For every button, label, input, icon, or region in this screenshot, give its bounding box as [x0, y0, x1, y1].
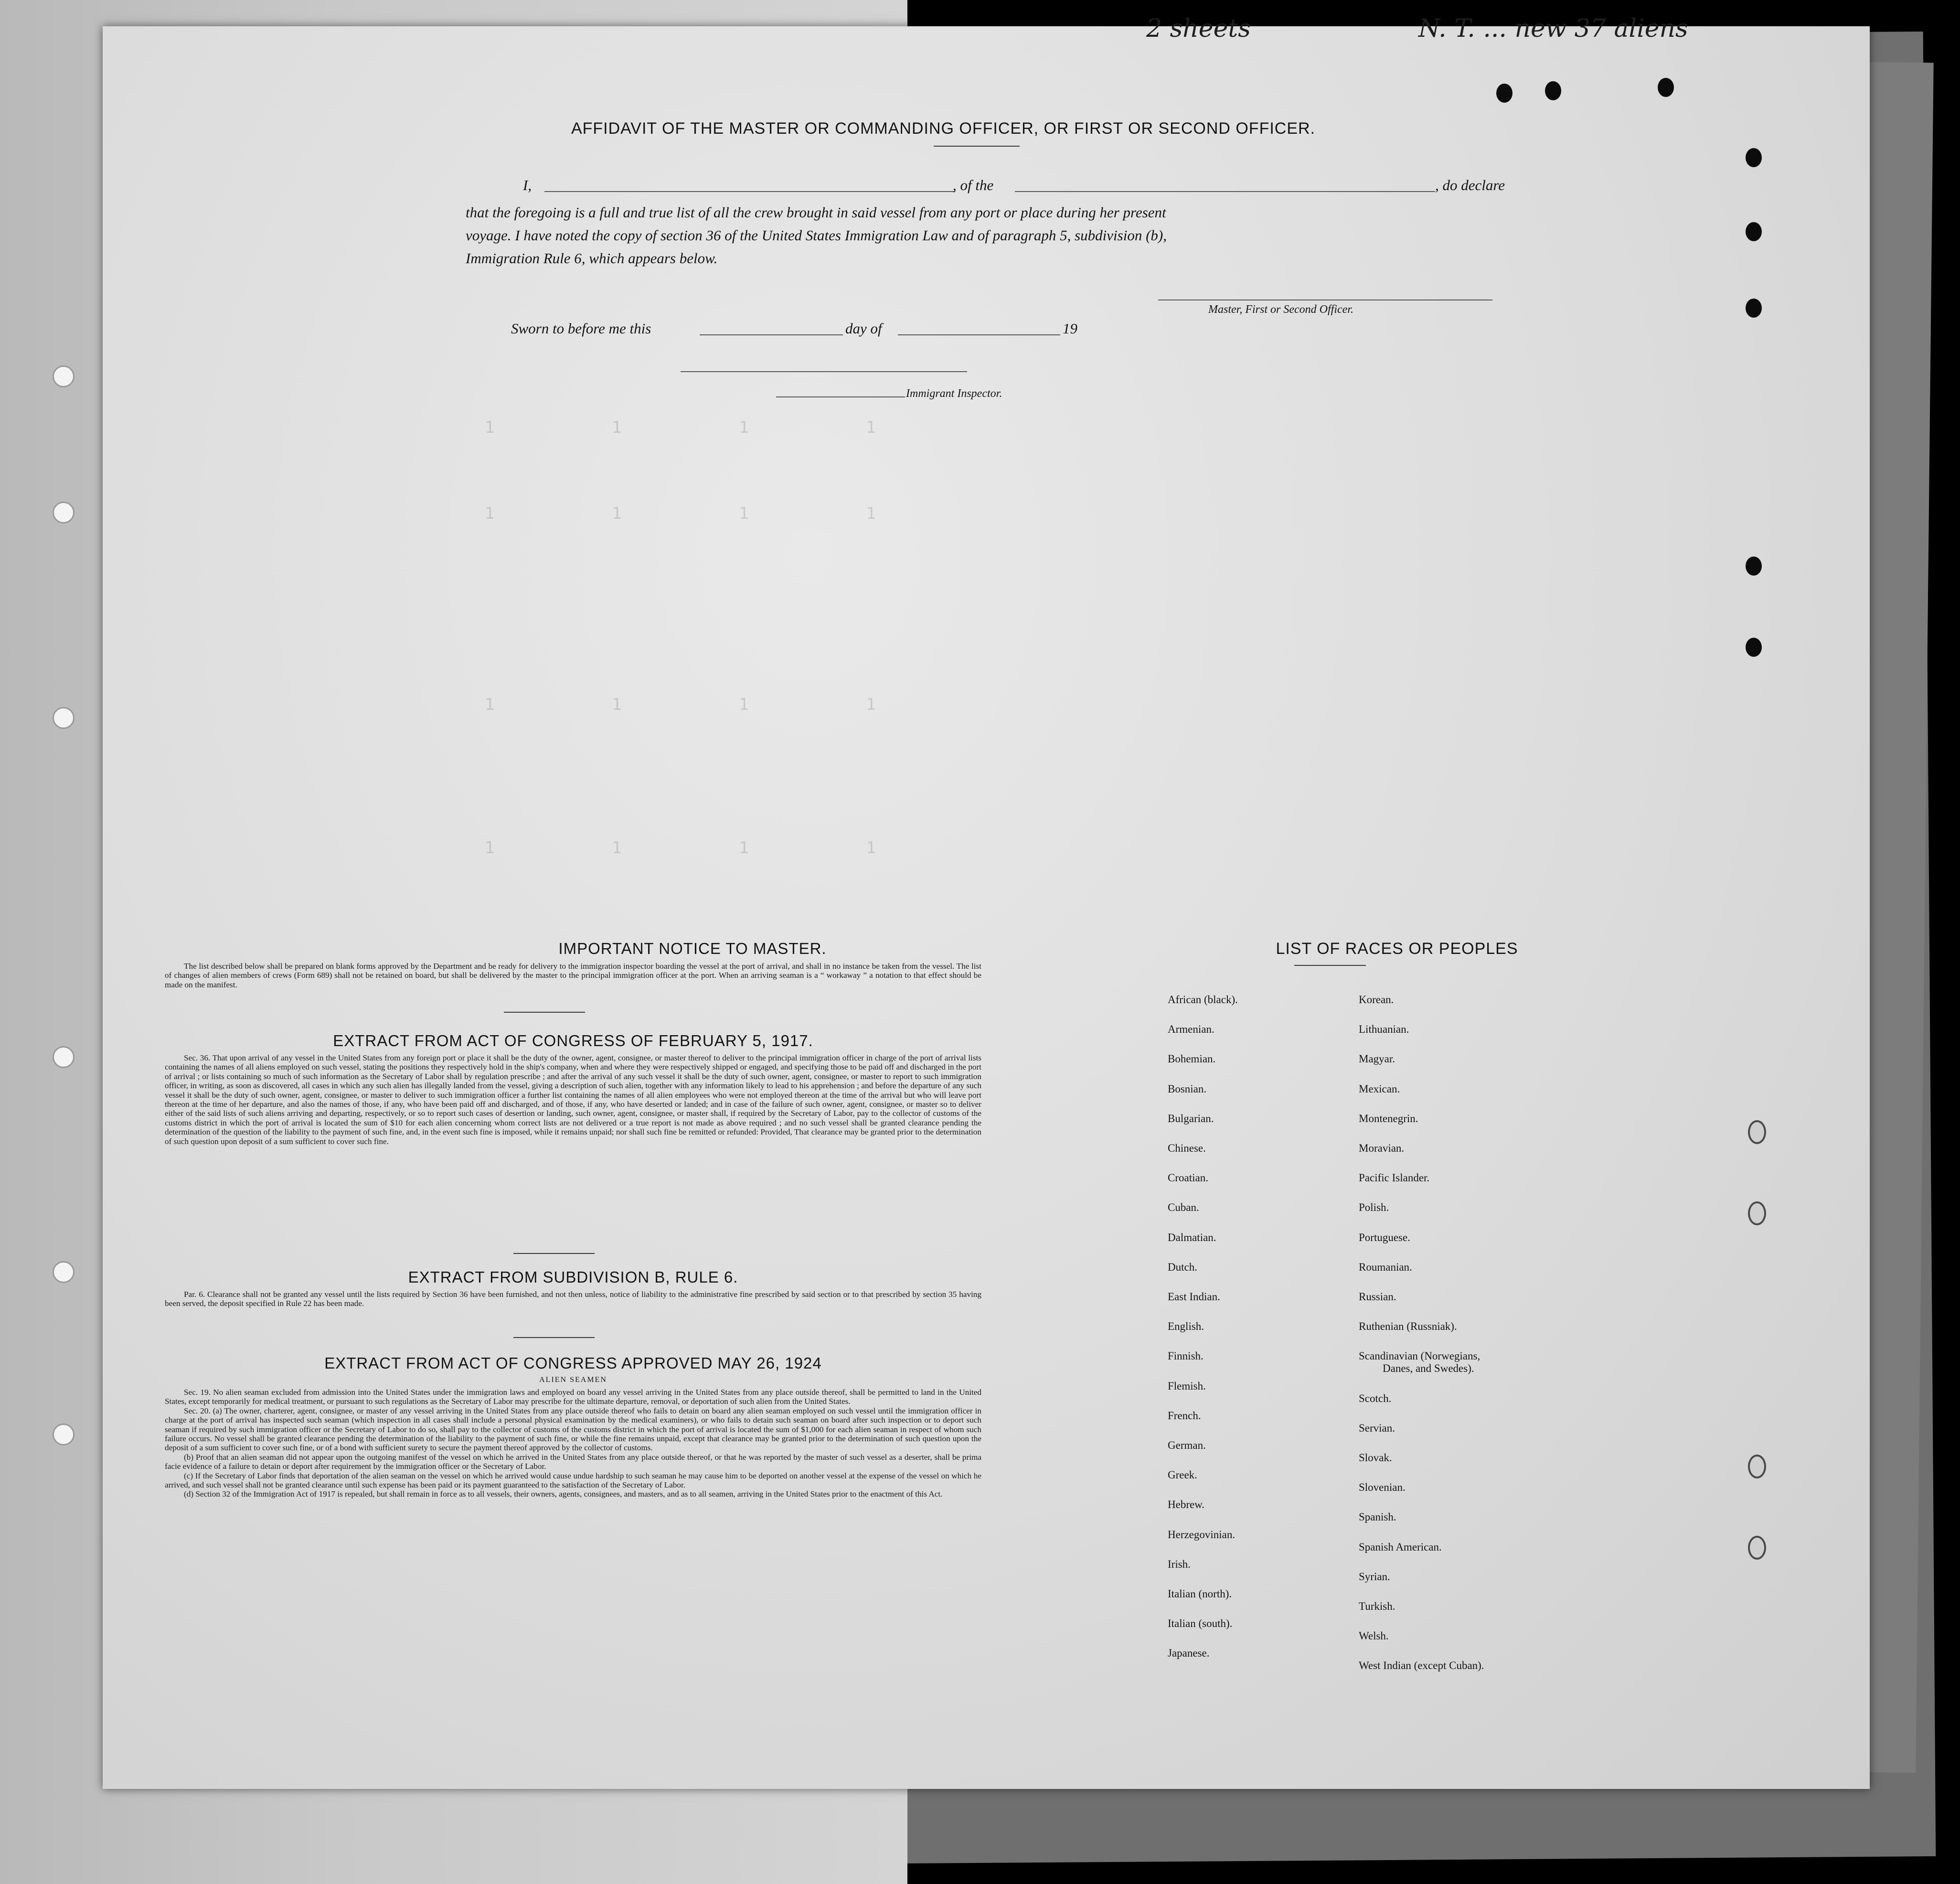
punch-hole	[1746, 638, 1762, 657]
declaration-declare: , do declare	[1435, 177, 1505, 193]
binder-ring	[1748, 1455, 1766, 1478]
punch-hole	[1545, 81, 1561, 100]
race-item: Scandinavian (Norwegians,	[1359, 1350, 1481, 1362]
race-item: Servian.	[1359, 1422, 1395, 1434]
race-item: West Indian (except Cuban).	[1359, 1659, 1484, 1672]
extract-1924-text	[165, 1388, 981, 1499]
race-item: Magyar.	[1359, 1053, 1395, 1065]
race-item: French.	[1168, 1409, 1201, 1422]
extract-1924-paragraph: (b) Proof that an alien seaman did not appear upon the outgoing manifest of the vessel on which he arrived in the United States from any place outside thereof, or that he was reported by the master of such vessel as a deserter, shall be prima facie evidence of a failure to detain or deport after requirement by the immigration officer or the Secretary of Labor.	[165, 1452, 981, 1471]
race-item: Dalmatian.	[1168, 1231, 1216, 1243]
notice-paragraph: The list described below shall be prepared on blank forms approved by the Department and be ready for delivery to the immigration inspector boarding the vessel at the port of arrival, and shall in no instance be taken from the vessel. The list of changes of alien members of crews (Form 689) shall not be retained on board, but shall be delivered by the master to the principal immigration officer at the port. When an arriving seaman is a “ workaway ” a notation to that effect should be made on the manifest.	[165, 962, 981, 989]
race-item: Croatian.	[1168, 1172, 1208, 1184]
officer-label: Master, First or Second Officer.	[1208, 303, 1353, 316]
section-rule	[1294, 965, 1366, 966]
race-item: Syrian.	[1359, 1570, 1390, 1583]
race-item: Hebrew.	[1168, 1499, 1205, 1511]
punch-hole	[1746, 557, 1762, 576]
name-blank	[544, 191, 955, 192]
extract-1924-paragraph: (c) If the Secretary of Labor finds that deportation of the alien seaman on the vessel on which he arrived would cause undue hardship to such seaman he may cause him to be deported on another vessel at the expense of the vessel on which he arrived, and such vessel shall not be granted clearance until such expense has been paid or its payment guaranteed to the satisfaction of the Secretary of Labor.	[165, 1471, 981, 1490]
race-item: Mexican.	[1359, 1082, 1400, 1095]
day-of-label: day of	[845, 320, 882, 337]
punch-hole	[1746, 222, 1762, 241]
extract-1917-text	[165, 1053, 981, 1146]
punch-hole	[1746, 299, 1762, 318]
punch-hole	[1658, 78, 1674, 97]
races-title: LIST OF RACES OR PEOPLES	[1276, 940, 1518, 958]
notice-text	[165, 962, 981, 989]
extract-1924-paragraph: Sec. 19. No alien seaman excluded from admission into the United States under the immigration laws and employed on board any vessel arriving in the United States from any place outside thereof, shall be permitted to land in the United States, except temporarily for medical treatment, or pursuant to such regulations as the Secretary of Labor may prescribe for the ultimate departure, removal, or deportation of such alien from the United States.	[165, 1388, 981, 1406]
race-item: Irish.	[1168, 1558, 1191, 1570]
race-item: Flemish.	[1168, 1380, 1206, 1392]
race-item: Polish.	[1359, 1201, 1389, 1214]
binder-ring	[1748, 1536, 1766, 1560]
binder-hole	[53, 1424, 75, 1445]
race-item: Pacific Islander.	[1359, 1172, 1430, 1184]
inspector-label: Immigrant Inspector.	[906, 387, 1002, 400]
race-item: Lithuanian.	[1359, 1023, 1409, 1036]
extract-1924-title: EXTRACT FROM ACT OF CONGRESS APPROVED MAY 26, 1924	[324, 1354, 822, 1372]
race-item: East Indian.	[1168, 1291, 1220, 1303]
race-item: Italian (south).	[1168, 1617, 1233, 1630]
notice-title: IMPORTANT NOTICE TO MASTER.	[558, 940, 827, 957]
binder-hole	[53, 502, 75, 524]
affidavit-title: AFFIDAVIT OF THE MASTER OR COMMANDING OFFICER, OR FIRST OR SECOND OFFICER.	[571, 119, 1316, 138]
extract-rule6-text	[165, 1290, 981, 1308]
handwritten-note: N. T. ... new 37 aliens	[1418, 14, 1688, 43]
year-label: 19	[1063, 320, 1077, 337]
binder-hole	[53, 1046, 75, 1068]
section-rule	[504, 1012, 585, 1013]
race-item-continuation: Danes, and Swedes).	[1383, 1362, 1474, 1375]
race-item: Slovenian.	[1359, 1481, 1406, 1494]
race-item: Japanese.	[1168, 1647, 1210, 1659]
race-item: Spanish.	[1359, 1511, 1396, 1523]
race-item: Moravian.	[1359, 1142, 1405, 1154]
race-item: Greek.	[1168, 1469, 1197, 1481]
race-item: Bulgarian.	[1168, 1112, 1214, 1124]
race-item: German.	[1168, 1439, 1206, 1451]
declaration-i: I,	[523, 177, 532, 193]
punch-hole	[1746, 148, 1762, 167]
race-item: Armenian.	[1168, 1023, 1214, 1036]
race-item: Welsh.	[1359, 1630, 1389, 1642]
inspector-blank	[776, 396, 905, 397]
month-blank	[898, 334, 1060, 335]
declaration-line-2: that the foregoing is a full and true list of all the crew brought in said vessel from any port or place during her present	[466, 204, 1166, 221]
extract-1917-paragraph: Sec. 36. That upon arrival of any vessel in the United States from any foreign port or place it shall be the duty of the owner, agent, consignee, or master thereof to deliver to the principal immigration officer in charge of the port of arrival lists containing the names of all aliens employed on such vessel, stating the positions they respectively hold in the ship's company, when and where they were respectively shipped or engaged, and specifying those to be paid off and discharged in the port of arrival ; or lists containing so much of such information as the Secretary of Labor shall by regulation prescribe ; and after the arrival of any such vessel it shall be the duty of such owner, agent, consignee, or master to report to such immigration officer, in writing, as soon as discovered, all cases in which any such alien has illegally landed from the vessel, giving a description of such alien, together with any information likely to lead to his apprehension ; and before the departure of any such vessel it shall be the duty of such owner, agent, consignee, or master to deliver to such immigration officer a further list containing the names of all alien employees who were not employed thereon at the time of the arrival but who will leave port thereon at the time of her departure, and also the names of those, if any, who have been paid off and discharged, and of those, if any, who have deserted or landed; and in case of the failure of such owner, agent, consignee, or master so to deliver either of the said lists of such aliens arriving and departing, respectively, or so to report such cases of desertion or landing, such owner, agent, consignee, or master shall, if required by the Secretary of Labor, pay to the collector of customs of the customs district in which the port of arrival is located the sum of $10 for each alien concerning whom correct lists are not delivered or a true report is not made as above required ; and no such vessel shall be granted clearance pending the determination of the question of the liability to the payment of such fine, and, in the event such fine is imposed, while it remains unpaid; nor shall such fine be remitted or refunded: Provided, That clearance may be granted prior to the determination of such question upon deposit of a sum sufficient to cover such fine.	[165, 1053, 981, 1146]
race-item: Ruthenian (Russniak).	[1359, 1320, 1457, 1333]
day-blank	[700, 334, 843, 335]
race-item: Cuban.	[1168, 1201, 1199, 1214]
extract-1917-title: EXTRACT FROM ACT OF CONGRESS OF FEBRUARY 5, 1917.	[333, 1032, 813, 1049]
punch-hole	[1496, 84, 1513, 103]
race-item: Korean.	[1359, 994, 1394, 1006]
section-rule	[513, 1337, 595, 1338]
bleed-through: 1 1 1 1	[485, 838, 876, 857]
race-item: Herzegovinian.	[1168, 1528, 1236, 1541]
race-item: Slovak.	[1359, 1452, 1392, 1464]
binder-hole	[53, 707, 75, 729]
binder-ring	[1748, 1120, 1766, 1144]
race-item: Bosnian.	[1168, 1082, 1207, 1095]
extract-rule6-paragraph: Par. 6. Clearance shall not be granted any vessel until the lists required by Section 36 have been furnished, and not then unless, notice of liability to the administrative fine prescribed by said section or to that prescribed by section 35 having been served, the deposit specified in Rule 22 has been made.	[165, 1290, 981, 1308]
binder-hole	[53, 1261, 75, 1283]
vessel-blank	[1015, 191, 1435, 192]
extract-rule6-title: EXTRACT FROM SUBDIVISION B, RULE 6.	[408, 1268, 738, 1286]
race-item: Chinese.	[1168, 1142, 1206, 1154]
race-item: African (black).	[1168, 994, 1238, 1006]
binder-ring	[1748, 1201, 1766, 1225]
race-item: Turkish.	[1359, 1600, 1395, 1612]
race-item: Spanish American.	[1359, 1541, 1442, 1553]
race-item: English.	[1168, 1320, 1204, 1333]
race-item: Italian (north).	[1168, 1588, 1232, 1600]
race-item: Portuguese.	[1359, 1231, 1410, 1243]
sworn-label: Sworn to before me this	[511, 320, 651, 337]
extract-1924-subtitle: ALIEN SEAMEN	[539, 1376, 607, 1384]
race-item: Montenegrin.	[1359, 1112, 1418, 1124]
race-item: Dutch.	[1168, 1261, 1197, 1273]
form-page	[103, 26, 1870, 1789]
section-rule	[513, 1253, 595, 1254]
extract-1924-paragraph: Sec. 20. (a) The owner, charterer, agent, consignee, or master of any vessel arriving in the United States from any place outside thereof who fails to detain on board any alien seaman employed on such vessel until the immigration officer in charge at the port of arrival has inspected such seaman (which inspection in all cases shall include a personal physical examination by the medical examiners), or who fails to detain such seaman on board after such inspection or to deport such seaman if required by such immigration officer or the Secretary of Labor to do so, shall pay to the collector of customs of the customs district in which the port of arrival is located the sum of $1,000 for each alien seaman in respect of whom such failure occurs. No vessel shall be granted clearance pending the determination of the liability to the payment of such fine, or while the fine remains unpaid, except that clearance may be granted prior to the determination of such question upon the deposit of a sum sufficient to cover such fine, or of a bond with sufficient surety to secure the payment thereof approved by the collector of customs.	[165, 1406, 981, 1453]
declaration-of-the: , of the	[953, 177, 994, 193]
bleed-through: 1 1 1 1	[485, 504, 876, 523]
inspector-signature-blank	[681, 371, 967, 372]
race-item: Russian.	[1359, 1291, 1396, 1303]
race-item: Roumanian.	[1359, 1261, 1412, 1273]
binder-hole	[53, 365, 75, 387]
race-item: Finnish.	[1168, 1350, 1204, 1362]
bleed-through: 1 1 1 1	[485, 695, 876, 714]
declaration-line-4: Immigration Rule 6, which appears below.	[466, 250, 718, 267]
race-item: Bohemian.	[1168, 1053, 1216, 1065]
declaration-line-3: voyage. I have noted the copy of section 36 of the United States Immigration Law and of paragraph 5, subdivision (b),	[466, 227, 1167, 244]
title-rule	[934, 146, 1020, 147]
handwritten-sheets: 2 sheets	[1146, 14, 1251, 43]
race-item: Scotch.	[1359, 1392, 1392, 1404]
extract-1924-paragraph: (d) Section 32 of the Immigration Act of 1917 is repealed, but shall remain in force as to all vessels, their owners, agents, consignees, and masters, and as to all seamen, arriving in the United States prior to the enactment of this Act.	[184, 1489, 943, 1499]
bleed-through: 1 1 1 1	[485, 418, 876, 437]
